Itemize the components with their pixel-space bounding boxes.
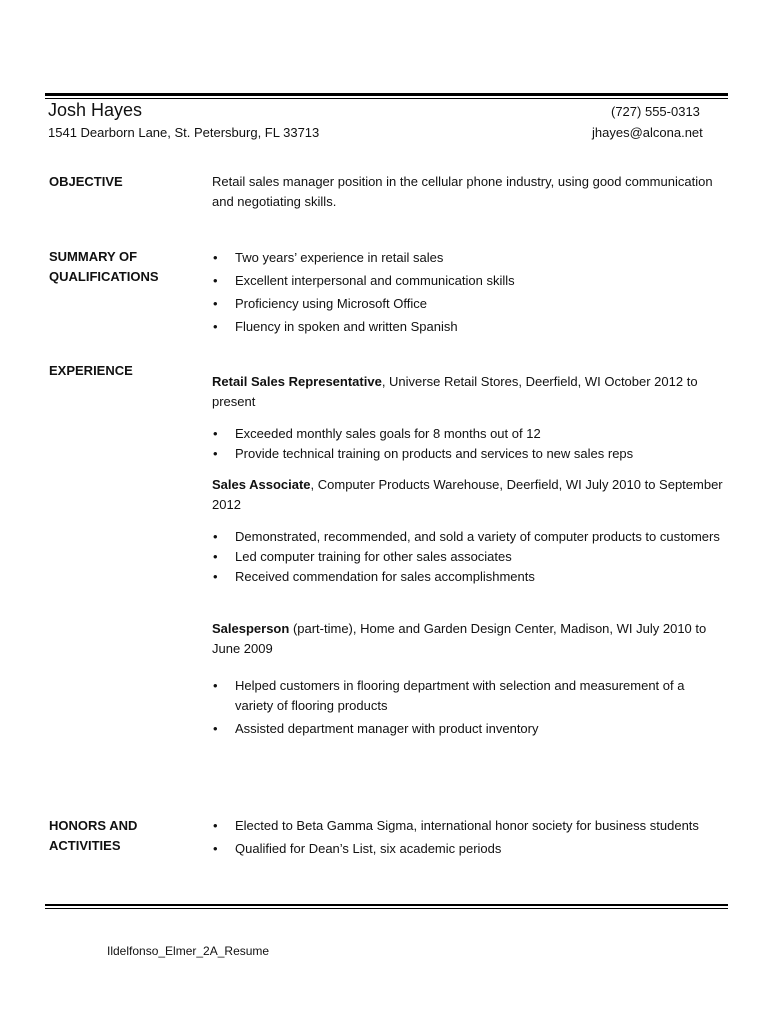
list-item xyxy=(212,527,724,547)
list-item xyxy=(212,547,724,567)
job-2-bullet-text: Received commendation for sales accomplishments xyxy=(235,569,535,584)
applicant-email: jhayes@alcona.net xyxy=(592,125,703,140)
job-2-bullets xyxy=(212,527,724,587)
honors-label-line1: HONORS AND xyxy=(49,818,138,833)
objective-paragraph: Retail sales manager position in the cellular phone industry, using good communication and negotiating skills. xyxy=(212,174,713,209)
bullet-icon: • xyxy=(213,250,218,265)
honors-item-text: Elected to Beta Gamma Sigma, international honor society for business students xyxy=(235,818,699,833)
summary-item-text: Two years’ experience in retail sales xyxy=(235,250,444,265)
summary-list xyxy=(212,248,724,340)
bullet-icon: • xyxy=(213,721,218,736)
bullet-icon: • xyxy=(213,296,218,311)
summary-label xyxy=(49,247,159,287)
job-3-heading xyxy=(212,619,724,659)
honors-label-line2: ACTIVITIES xyxy=(49,838,121,853)
bullet-icon: • xyxy=(213,446,218,461)
job-1-title: Retail Sales Representative xyxy=(212,374,382,389)
job-3-bullet-text: Assisted department manager with product inventory xyxy=(235,721,539,736)
list-item xyxy=(212,719,724,739)
bullet-icon: • xyxy=(213,273,218,288)
bullet-icon: • xyxy=(213,569,218,584)
honors-item-text: Qualified for Dean’s List, six academic periods xyxy=(235,841,502,856)
honors-list xyxy=(212,816,724,862)
list-item xyxy=(212,839,724,859)
job-3-title: Salesperson xyxy=(212,621,290,636)
job-3-detail: (part-time), Home and Garden Design Center, Madison, WI July 2010 to June 2009 xyxy=(212,621,707,656)
list-item xyxy=(212,424,724,444)
job-2-bullet-text: Led computer training for other sales associates xyxy=(235,549,512,564)
footer-filename: Ildelfonso_Elmer_2A_Resume xyxy=(107,944,270,958)
applicant-phone: (727) 555-0313 xyxy=(611,104,700,119)
list-item xyxy=(212,444,724,464)
bullet-icon: • xyxy=(213,426,218,441)
bullet-icon: • xyxy=(213,549,218,564)
job-2-bullet-text: Demonstrated, recommended, and sold a variety of computer products to customers xyxy=(235,529,720,544)
job-2-title: Sales Associate xyxy=(212,477,311,492)
objective-text xyxy=(212,172,724,212)
summary-label-line1: SUMMARY OF xyxy=(49,249,138,264)
bullet-icon: • xyxy=(213,678,218,693)
top-rule-thin xyxy=(45,98,728,99)
experience-label: EXPERIENCE xyxy=(49,363,133,378)
list-item xyxy=(212,248,724,268)
job-1-bullet-text: Provide technical training on products and services to new sales reps xyxy=(235,446,634,461)
job-1-bullets xyxy=(212,424,724,464)
job-1-heading xyxy=(212,372,724,412)
list-item xyxy=(212,317,724,337)
top-rule-thick xyxy=(45,93,728,96)
summary-item-text: Fluency in spoken and written Spanish xyxy=(235,319,458,334)
applicant-name: Josh Hayes xyxy=(48,100,143,120)
job-2-detail: , Computer Products Warehouse, Deerfield, WI July 2010 to September 2012 xyxy=(212,477,723,512)
bullet-icon: • xyxy=(213,529,218,544)
objective-label: OBJECTIVE xyxy=(49,174,123,189)
list-item xyxy=(212,567,724,587)
summary-item-text: Excellent interpersonal and communication skills xyxy=(235,273,515,288)
summary-item-text: Proficiency using Microsoft Office xyxy=(235,296,427,311)
job-3-bullet-text: Helped customers in flooring department with selection and measurement of a variety of flooring products xyxy=(235,678,685,713)
list-item xyxy=(212,271,724,291)
list-item xyxy=(212,294,724,314)
bullet-icon: • xyxy=(213,818,218,833)
job-1-bullet-text: Exceeded monthly sales goals for 8 months out of 12 xyxy=(235,426,541,441)
bottom-rule-thick xyxy=(45,904,728,906)
bullet-icon: • xyxy=(213,841,218,856)
summary-label-line2: QUALIFICATIONS xyxy=(49,269,159,284)
job-2-heading xyxy=(212,475,724,515)
applicant-address: 1541 Dearborn Lane, St. Petersburg, FL 33713 xyxy=(48,125,320,140)
job-3-bullets xyxy=(212,676,724,742)
list-item xyxy=(212,676,724,716)
bullet-icon: • xyxy=(213,319,218,334)
honors-label xyxy=(49,816,137,856)
job-1-detail: , Universe Retail Stores, Deerfield, WI October 2012 to present xyxy=(212,374,698,409)
list-item xyxy=(212,816,724,836)
bottom-rule-thin xyxy=(45,908,728,909)
